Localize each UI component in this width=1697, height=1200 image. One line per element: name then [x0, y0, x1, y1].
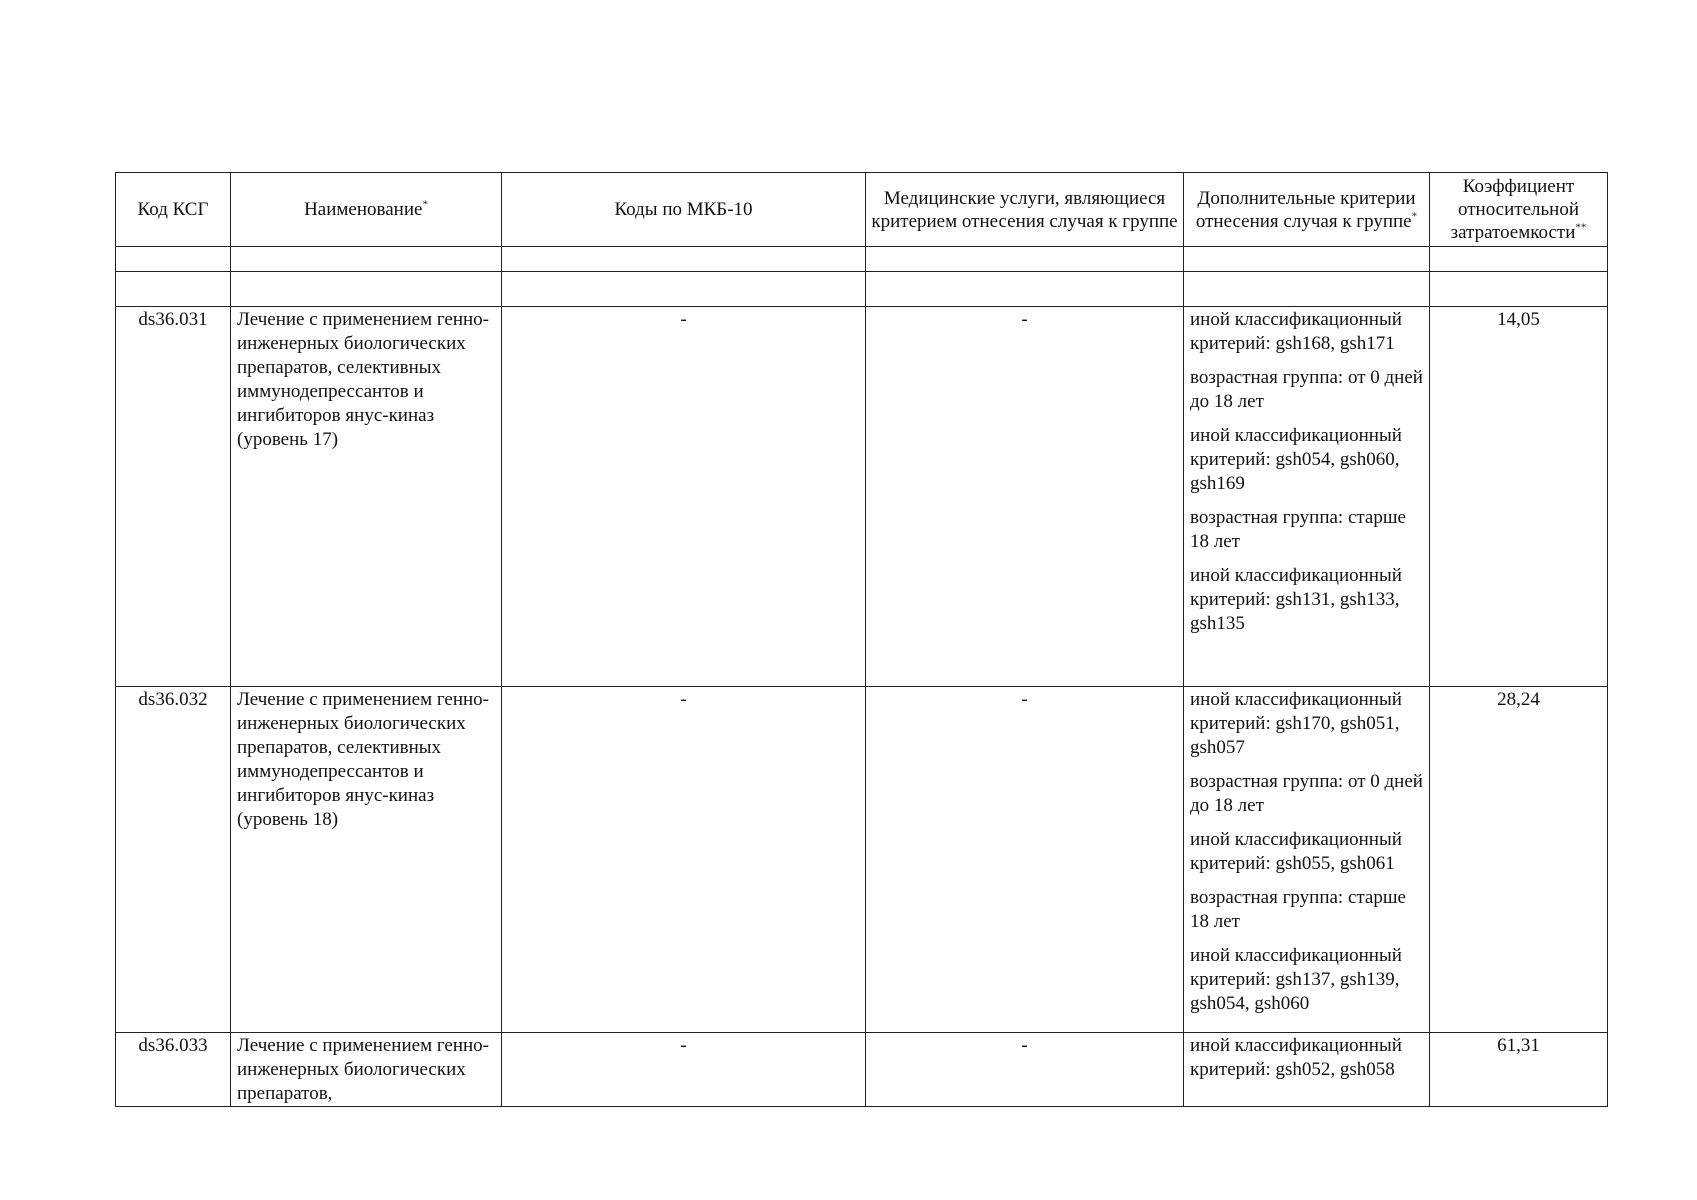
- criteria-item: иной классификационный критерий: gsh131, gsh133, gsh135: [1190, 565, 1402, 634]
- cost-coefficient: 14,05: [1430, 307, 1608, 687]
- header-coef: Коэффициент относительной затратоемкости**: [1430, 173, 1608, 247]
- ksg-code: ds36.031: [116, 307, 231, 687]
- criteria-item: возрастная группа: от 0 дней до 18 лет: [1190, 771, 1423, 816]
- footnote-mark: *: [1411, 210, 1418, 223]
- ksg-table: [115, 172, 1608, 1107]
- header-name: Наименование*: [231, 173, 502, 247]
- ksg-code: ds36.033: [116, 1033, 231, 1107]
- mkb-codes: -: [502, 687, 866, 1033]
- table-header-row: [116, 173, 1608, 247]
- footnote-mark: **: [1575, 221, 1587, 234]
- header-mkb: Коды по МКБ-10: [502, 173, 866, 247]
- mkb-codes: -: [502, 1033, 866, 1107]
- cost-coefficient: 28,24: [1430, 687, 1608, 1033]
- table-row: [116, 307, 1608, 687]
- additional-criteria: [1184, 1033, 1430, 1107]
- mkb-codes: -: [502, 307, 866, 687]
- additional-criteria: [1184, 687, 1430, 1033]
- empty-row: [116, 247, 1608, 272]
- footnote-mark: *: [422, 198, 428, 211]
- criteria-item: возрастная группа: старше 18 лет: [1190, 887, 1406, 932]
- criteria-item: иной классификационный критерий: gsh054, gsh060, gsh169: [1190, 425, 1402, 494]
- criteria-item: иной классификационный критерий: gsh052, gsh058: [1190, 1035, 1402, 1080]
- criteria-item: возрастная группа: от 0 дней до 18 лет: [1190, 367, 1423, 412]
- ksg-name: Лечение с применением генно-инженерных биологических препаратов, селективных иммунодепрессантов и ингибиторов янус-киназ (уровень 18): [231, 687, 502, 1033]
- criteria-item: иной классификационный критерий: gsh168, gsh171: [1190, 309, 1402, 354]
- additional-criteria: [1184, 307, 1430, 687]
- empty-row: [116, 272, 1608, 307]
- header-services: Медицинские услуги, являющиеся критерием отнесения случая к группе: [866, 173, 1184, 247]
- criteria-item: возрастная группа: старше 18 лет: [1190, 507, 1406, 552]
- criteria-item: иной классификационный критерий: gsh170, gsh051, gsh057: [1190, 689, 1402, 758]
- header-code: Код КСГ: [116, 173, 231, 247]
- cost-coefficient: 61,31: [1430, 1033, 1608, 1107]
- table-row: [116, 687, 1608, 1033]
- criteria-item: иной классификационный критерий: gsh055, gsh061: [1190, 829, 1402, 874]
- criteria-item: иной классификационный критерий: gsh137, gsh139, gsh054, gsh060: [1190, 945, 1402, 1014]
- header-criteria: Дополнительные критерии отнесения случая к группе*: [1184, 173, 1430, 247]
- ksg-name: Лечение с применением генно-инженерных биологических препаратов, селективных иммунодепрессантов и ингибиторов янус-киназ (уровень 17): [231, 307, 502, 687]
- medical-services: -: [866, 307, 1184, 687]
- medical-services: -: [866, 1033, 1184, 1107]
- ksg-name: Лечение с применением генно-инженерных биологических препаратов,: [231, 1033, 502, 1107]
- table-row: [116, 1033, 1608, 1107]
- ksg-code: ds36.032: [116, 687, 231, 1033]
- medical-services: -: [866, 687, 1184, 1033]
